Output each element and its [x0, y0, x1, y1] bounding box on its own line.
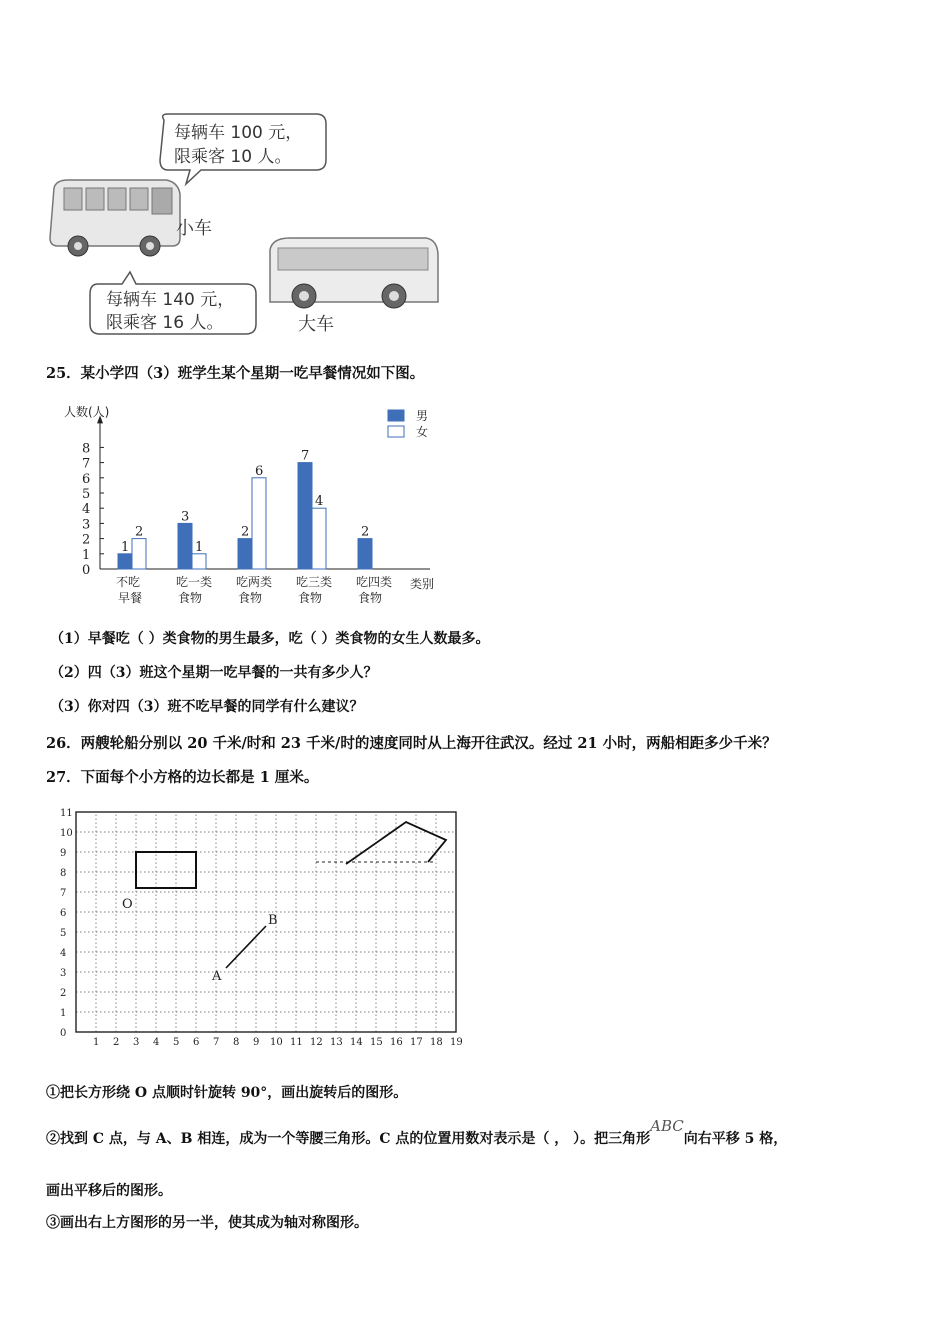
category-label-line2: 食物 — [238, 591, 263, 605]
grid-border — [76, 812, 456, 1032]
q27-line3: ③画出右上方图形的另一半，使其成为轴对称图形。 — [46, 1215, 368, 1231]
x-tick-label: 10 — [270, 1037, 283, 1046]
y-tick-label: 11 — [60, 808, 73, 819]
x-tick-label: 17 — [410, 1037, 423, 1046]
x-tick-label: 15 — [370, 1037, 383, 1046]
bar-girls — [132, 539, 146, 569]
y-tick-label: 6 — [60, 908, 67, 919]
y-tick-label: 7 — [60, 888, 67, 899]
small-bus-bubble-line1: 每辆车 100 元， — [174, 123, 303, 143]
y-tick-label: 7 — [82, 456, 91, 472]
y-tick-label: 3 — [60, 968, 67, 979]
x-tick-label: 11 — [290, 1037, 303, 1046]
bar-boys — [298, 463, 312, 569]
y-tick-label: 4 — [60, 948, 67, 959]
x-tick-label: 5 — [173, 1037, 180, 1046]
x-tick-label: 3 — [133, 1037, 140, 1046]
y-tick-label: 8 — [82, 441, 91, 457]
q25-title: 25．某小学四（3）班学生某个星期一吃早餐情况如下图。 — [46, 365, 425, 382]
x-tick-label: 4 — [153, 1037, 160, 1046]
legend-label-0: 男 — [416, 409, 429, 423]
x-tick-label: 12 — [310, 1037, 323, 1046]
y-tick-label: 9 — [60, 848, 67, 859]
y-tick-label: 1 — [82, 547, 91, 563]
bar-value-label: 1 — [121, 539, 130, 555]
triangle-abc-label: ABC — [650, 1117, 684, 1135]
q25-sub2: （2）四（3）班这个星期一吃早餐的一共有多少人？ — [50, 665, 378, 681]
bar-value-label: 2 — [135, 524, 144, 540]
bar-value-label: 6 — [255, 463, 264, 479]
y-tick-label: 3 — [82, 517, 91, 533]
y-tick-label: 4 — [82, 502, 91, 518]
x-tick-label: 18 — [430, 1037, 443, 1046]
x-tick-label: 19 — [450, 1037, 463, 1046]
bar-value-label: 7 — [301, 448, 310, 464]
category-label-line1: 吃一类 — [176, 575, 213, 589]
x-tick-label: 8 — [233, 1037, 240, 1046]
big-bus-icon — [270, 238, 438, 308]
q25-sub1: （1）早餐吃（ ）类食物的男生最多，吃（ ）类食物的女生人数最多。 — [50, 631, 490, 647]
category-label-line1: 不吃 — [116, 575, 141, 589]
category-label-line2: 早餐 — [118, 591, 143, 605]
bar-boys — [178, 523, 192, 569]
small-bus-icon — [50, 180, 180, 256]
y-tick-label: 1 — [60, 1008, 67, 1019]
category-label-line2: 食物 — [178, 591, 203, 605]
y-tick-label: 10 — [60, 828, 73, 839]
y-tick-label: 5 — [82, 487, 91, 502]
bar-value-label: 2 — [361, 524, 370, 540]
bar-boys — [358, 539, 372, 569]
legend-label-1: 女 — [416, 425, 429, 439]
q27-title: 27．下面每个小方格的边长都是 1 厘米。 — [46, 769, 319, 786]
rectangle-shape — [136, 852, 196, 888]
small-bus-bubble-line2: 限乘客 10 人。 — [174, 147, 292, 167]
x-tick-label: 1 — [93, 1037, 100, 1046]
bar-value-label: 4 — [315, 494, 324, 510]
x-tick-label: 9 — [253, 1037, 260, 1046]
bus-illustration — [46, 108, 456, 344]
x-axis-label: 类别 — [410, 577, 435, 591]
category-label-line1: 吃两类 — [236, 575, 273, 589]
x-tick-label: 2 — [113, 1037, 120, 1046]
x-tick-label: 14 — [350, 1037, 363, 1046]
legend-swatch-1 — [388, 426, 404, 437]
y-tick-label: 5 — [60, 928, 67, 939]
x-tick-label: 7 — [213, 1037, 220, 1046]
breakfast-bar-chart — [60, 398, 450, 610]
legend-swatch-0 — [388, 410, 404, 421]
q27-line2-cont: 画出平移后的图形。 — [46, 1183, 172, 1199]
category-label-line2: 食物 — [358, 591, 383, 605]
bar-value-label: 1 — [195, 539, 204, 555]
big-bus-bubble-line2: 限乘客 16 人。 — [106, 313, 224, 333]
y-tick-label: 2 — [82, 532, 91, 548]
y-tick-label: 0 — [60, 1028, 67, 1039]
q25-sub3: （3）你对四（3）班不吃早餐的同学有什么建议？ — [50, 699, 364, 715]
bar-boys — [118, 554, 132, 569]
y-tick-label: 0 — [82, 563, 91, 578]
big-bus-label: 大车 — [298, 314, 334, 335]
point-o-label: O — [122, 897, 133, 912]
point-b-label: B — [268, 913, 278, 928]
x-tick-label: 6 — [193, 1037, 200, 1046]
category-label-line2: 食物 — [298, 591, 323, 605]
q27-line2-part2: 向右平移 5 格， — [683, 1131, 788, 1147]
q27-line1: ①把长方形绕 O 点顺时针旋转 90°，画出旋转后的图形。 — [46, 1085, 408, 1101]
x-tick-label: 13 — [330, 1037, 343, 1046]
big-bus-bubble — [90, 272, 256, 334]
bar-girls — [312, 508, 326, 569]
small-bus-label: 小车 — [176, 218, 212, 239]
category-label-line1: 吃三类 — [296, 575, 333, 589]
bar-girls — [252, 478, 266, 569]
q27-line2 — [46, 1117, 788, 1148]
bar-boys — [238, 539, 252, 569]
y-tick-label: 6 — [82, 471, 91, 487]
category-label-line1: 吃四类 — [356, 575, 393, 589]
y-tick-label: 2 — [60, 988, 67, 999]
q27-line2-part1: ②找到 C 点，与 A、B 相连，成为一个等腰三角形。C 点的位置用数对表示是（ ， ）。把三角形 — [46, 1131, 651, 1147]
big-bus-bubble-line1: 每辆车 140 元， — [106, 290, 235, 310]
y-tick-label: 8 — [60, 868, 67, 879]
point-a-label: A — [212, 969, 222, 984]
q26-title: 26．两艘轮船分别以 20 千米/时和 23 千米/时的速度同时从上海开往武汉。经过 21 小时，两船相距多少千米？ — [46, 735, 777, 752]
small-bus-bubble — [160, 114, 326, 184]
coordinate-grid — [48, 796, 478, 1046]
y-axis-label: 人数(人) — [64, 405, 110, 419]
bar-value-label: 2 — [241, 524, 250, 540]
bar-girls — [192, 554, 206, 569]
x-tick-label: 16 — [390, 1037, 403, 1046]
bar-value-label: 3 — [181, 509, 190, 525]
